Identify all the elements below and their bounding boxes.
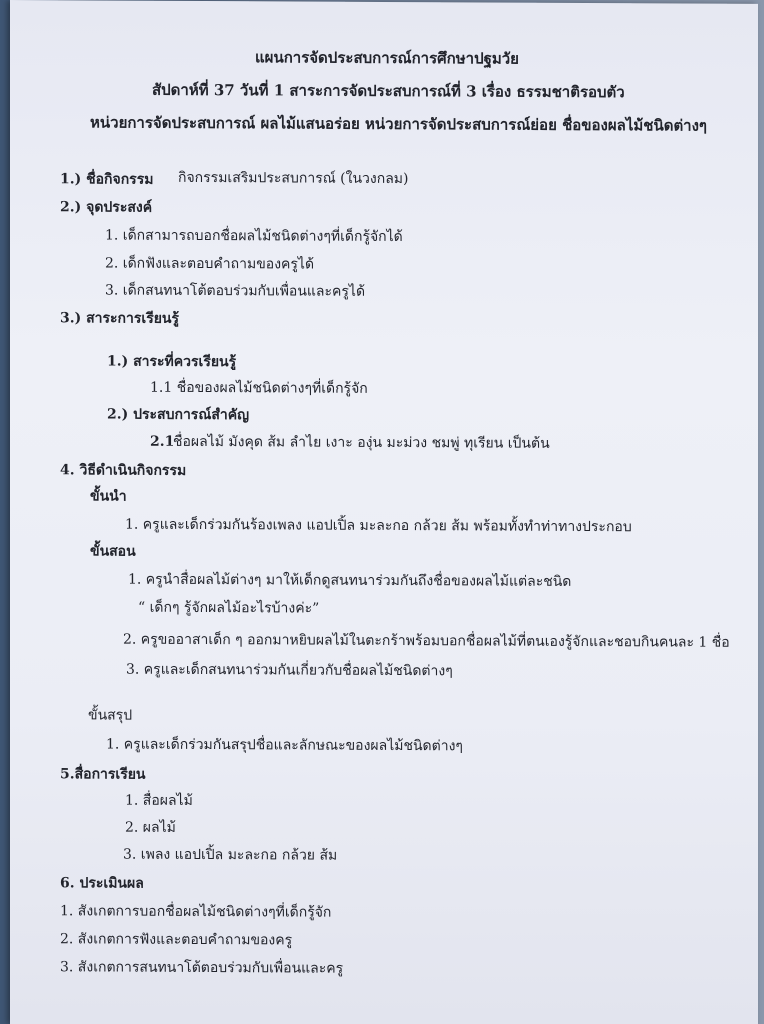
teaching-stage-item: 2. ครูขออาสาเด็ก ๆ ออกมาหยิบผลไม้ในตะกร้าพร้อมบอกชื่อผลไม้ที่ตนเองรู้จักและชอบกินคนละ 1 ชื่อ [123, 631, 730, 651]
summary-stage-item: 1. ครูและเด็กร่วมกันสรุปชื่อและลักษณะของผลไม้ชนิดต่างๆ [106, 736, 463, 755]
teaching-stage-item: 1. ครูนำสื่อผลไม้ต่างๆ มาให้เด็กดูสนทนาร่วมกันถึงชื่อของผลไม้แต่ละชนิด [128, 571, 572, 590]
section-3-sub1-heading: 1.) สาระที่ควรเรียนรู้ [107, 353, 237, 371]
section-3-heading: 3.) สาระการเรียนรู้ [60, 310, 180, 327]
section-3-sub2-heading: 2.) ประสบการณ์สำคัญ [107, 406, 250, 424]
section-3-sub2-item-text: ชื่อผลไม้ มังคุด ส้ม ลำไย เงาะ องุ่น มะม่วง ชมพู่ ทุเรียน เป็นต้น [173, 433, 550, 452]
section-4-heading: 4. วิธีดำเนินกิจกรรม [60, 462, 187, 479]
section-1-value: กิจกรรมเสริมประสบการณ์ (ในวงกลม) [178, 169, 409, 188]
intro-stage-item: 1. ครูและเด็กร่วมกันร้องเพลง แอปเปิ้ล มะละกอ กล้วย ส้ม พร้อมทั้งทำท่าทางประกอบ [125, 516, 632, 536]
intro-stage-heading: ขั้นนำ [90, 488, 127, 505]
evaluation-item: 3. สังเกตการสนทนาโต้ตอบร่วมกับเพื่อนและครู [60, 959, 344, 977]
objective-item: 3. เด็กสนทนาโต้ตอบร่วมกับเพื่อนและครูได้ [105, 282, 366, 300]
objective-item: 2. เด็กฟังและตอบคำถามของครูได้ [105, 255, 315, 273]
material-item: 3. เพลง แอปเปิ้ล มะละกอ กล้วย ส้ม [123, 846, 338, 864]
doc-title: แผนการจัดประสบการณ์การศึกษาปฐมวัย [255, 48, 519, 68]
section-5-heading: 5.สื่อการเรียน [60, 766, 146, 783]
section-2-heading: 2.) จุดประสงค์ [60, 199, 153, 216]
evaluation-item: 1. สังเกตการบอกชื่อผลไม้ชนิดต่างๆที่เด็กรู้จัก [60, 903, 332, 921]
material-item: 2. ผลไม้ [125, 819, 176, 836]
teaching-stage-item: 3. ครูและเด็กสนทนาร่วมกันเกี่ยวกับชื่อผลไม้ชนิดต่างๆ [126, 661, 453, 680]
section-3-sub1-item: 1.1 ชื่อของผลไม้ชนิดต่างๆที่เด็กรู้จัก [150, 379, 368, 397]
section-6-heading: 6. ประเมินผล [60, 875, 144, 892]
doc-subtitle-unit: หน่วยการจัดประสบการณ์ ผลไม้แสนอร่อย หน่วยการจัดประสบการณ์ย่อย ชื่อของผลไม้ชนิดต่างๆ [90, 113, 707, 135]
section-1-heading: 1.) ชื่อกิจกรรม [60, 171, 154, 188]
section-3-sub2-item-number: 2.1 [150, 433, 175, 450]
document-page [10, 0, 758, 1024]
doc-subtitle-week: สัปดาห์ที่ 37 วันที่ 1 สาระการจัดประสบการณ์ที่ 3 เรื่อง ธรรมชาติรอบตัว [152, 80, 625, 102]
material-item: 1. สื่อผลไม้ [125, 792, 193, 809]
evaluation-item: 2. สังเกตการฟังและตอบคำถามของครู [60, 931, 293, 949]
teaching-stage-heading: ขั้นสอน [90, 543, 136, 560]
summary-stage-heading: ขั้นสรุป [88, 707, 133, 724]
teaching-stage-quote: “ เด็กๆ รู้จักผลไม้อะไรบ้างค่ะ” [138, 599, 320, 617]
objective-item: 1. เด็กสามารถบอกชื่อผลไม้ชนิดต่างๆที่เด็กรู้จักได้ [105, 227, 403, 246]
